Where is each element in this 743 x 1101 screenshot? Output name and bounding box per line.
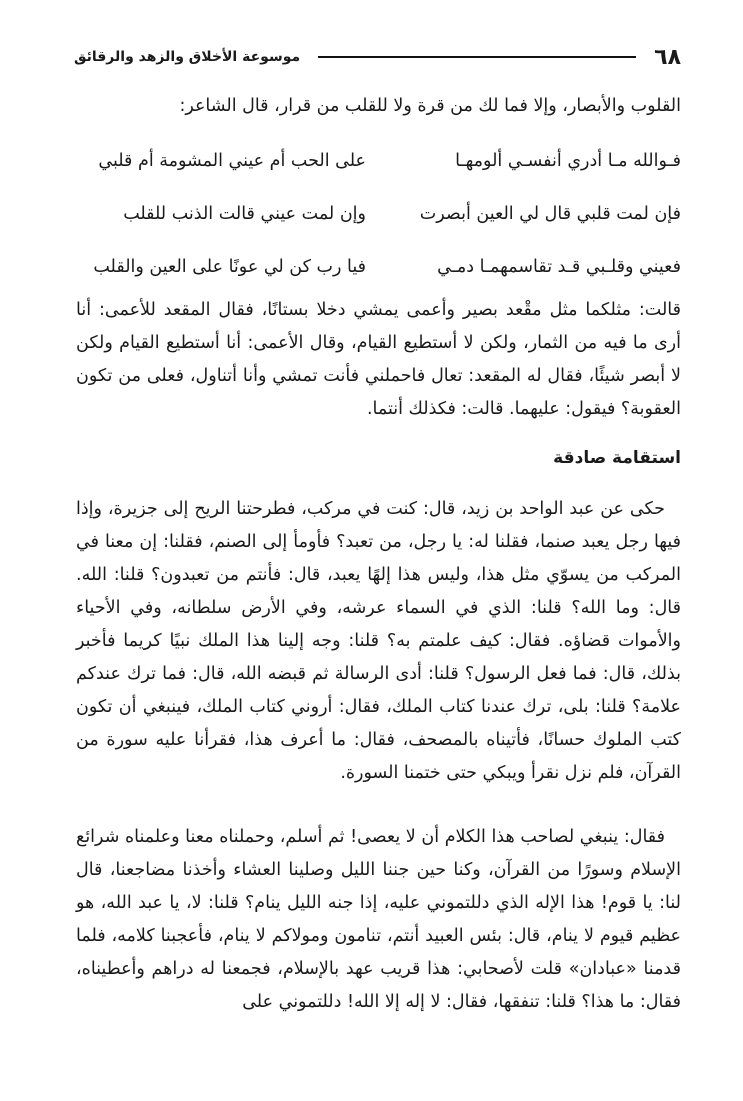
verse-first-hemistich: فإن لمت قلبي قال لي العين أبصرت (419, 204, 681, 224)
verse-row (76, 146, 681, 199)
verse-second-hemistich: فيا رب كن لي عونًا على العين والقلب (93, 257, 366, 277)
paragraph-island-story: حكى عن عبد الواحد بن زيد، قال: كنت في مركب، فطرحتنا الريح إلى جزيرة، وإذا فيها رجل يعبد صنما، فقلنا له: يا رجل، من تعبد؟ فأومأ إلى الصنم، فقلنا: إن معنا في المركب من يسوّي مثل هذا، وليس هذا إلهًا يعبد، قال: فأنتم من تعبدون؟ قلنا: الله. قال: وما الله؟ قلنا: الذي في السماء عرشه، وفي الأرض سلطانه، وفي الأحياء والأموات قضاؤه. فقال: كيف علمتم به؟ قلنا: وجه إلينا هذا الملك نبيًا كريما فأخبر بذلك، قال: فما فعل الرسول؟ قلنا: أدى الرسالة ثم قبضه الله، قال: فما ترك عندكم علامة؟ قلنا: بلى، ترك عندنا كتاب الملك، فقال: أروني كتاب الملك، فينبغي أن تكون كتب الملوك حسانًا، فأتيناه بالمصحف، فقال: ما أعرف هذا، فقرأنا عليه سورة من القرآن، فلم نزل نقرأ ويبكي حتى ختمنا السورة. (76, 499, 681, 783)
page-number: ٦٨ (654, 44, 681, 70)
paragraph-blind-and-lame: قالت: مثلكما مثل مقْعد بصير وأعمى يمشي دخلا بستانًا، فقال المقعد للأعمى: أنا أرى ما فيه من الثمار، ولكن لا أستطيع القيام، وقال الأعمى: أنا أستطيع القيام ولكن لا أبصر شيئًا، فقال له المقعد: تعال فاحملني فأنت تمشي وأنا أتناول، فعلى من تكون العقوبة؟ فيقول: عليهما. قالت: فكذلك أنتما. (76, 300, 681, 419)
poem-verses (76, 146, 681, 305)
verse-first-hemistich: فـوالله مـا أدري أنفسـي ألومهـا (455, 151, 681, 171)
paragraph-conversion: فقال: ينبغي لصاحب هذا الكلام أن لا يعصى! ثم أسلم، وحملناه معنا وعلمناه شرائع الإسلام وسورًا من القرآن، وكنا حين جننا الليل وصلينا العشاء وأخذنا مضاجعنا، قال لنا: يا قوم! هذا الإله الذي دللتموني عليه، إذا جنه الليل ينام؟ قلنا: لا، يا عبد الله، هو عظيم قيوم لا ينام، قال: بئس العبيد أنتم، تنامون ومولاكم لا ينام، فأعجبنا كلامه، فلما قدمنا «عبادان» قلت لأصحابي: هذا قريب عهد بالإسلام، فجمعنا له دراهم وأعطيناه، فقال: ما هذا؟ قلنا: تنفقها، فقال: لا إله إلا الله! دللتموني على (76, 827, 681, 1012)
section-heading: استقامة صادقة (553, 448, 681, 468)
verse-second-hemistich: وإن لمت عيني قالت الذنب للقلب (123, 204, 366, 224)
intro-line: القلوب والأبصار، وإلا فما لك من قرة ولا للقلب من قرار، قال الشاعر: (179, 96, 681, 116)
verse-second-hemistich: على الحب أم عيني المشومة أم قلبي (98, 151, 366, 171)
verse-first-hemistich: فعيني وقلـبي قـد تقاسمهمـا دمـي (437, 257, 681, 277)
header-rule (318, 56, 636, 58)
page-header (74, 40, 681, 74)
verse-row (76, 199, 681, 252)
book-title: موسوعة الأخلاق والزهد والرقائق (74, 49, 301, 65)
